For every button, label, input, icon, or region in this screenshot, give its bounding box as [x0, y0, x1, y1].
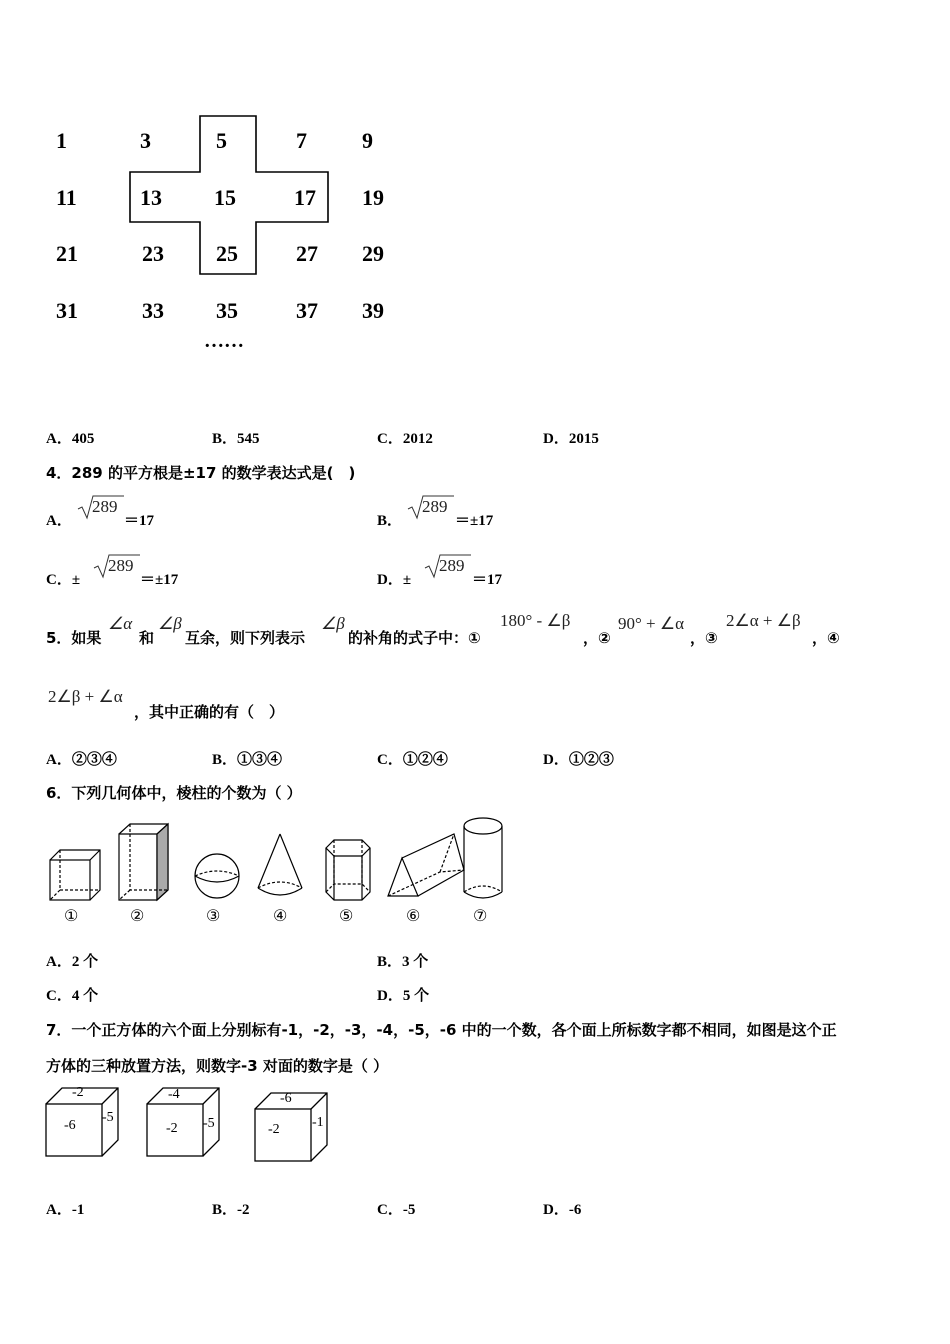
q5-text: ，④ — [812, 629, 840, 647]
q3-option-a[interactable]: A．405 — [46, 431, 95, 447]
triangular-prism-solid — [388, 834, 464, 896]
cube-face-side: -5 — [102, 1110, 114, 1125]
grid-cell: 31 — [56, 298, 78, 323]
solid-label: ⑥ — [406, 908, 421, 925]
cube-face-top: -6 — [280, 1091, 292, 1106]
solid-label: ② — [130, 908, 145, 925]
q4-option-a-label: A． — [46, 513, 72, 529]
q5-angle-beta: ∠β — [321, 614, 345, 633]
sphere-solid — [195, 854, 239, 898]
q6-option-d[interactable]: D．5 个 — [377, 988, 430, 1004]
q7-option-c[interactable]: C．-5 — [377, 1202, 416, 1218]
solid-label: ③ — [206, 908, 221, 925]
cube-face-top: -2 — [72, 1085, 84, 1100]
grid-cell: 25 — [216, 241, 238, 266]
q5-text: ，其中正确的有（ ） — [134, 703, 285, 721]
grid-cell: 17 — [294, 185, 316, 210]
q5-option-c[interactable]: C．①②④ — [377, 752, 448, 768]
q6-option-c[interactable]: C．4 个 — [46, 988, 99, 1004]
q4-option-c-tail: ＝±17 — [140, 572, 179, 588]
grid-cell: 33 — [142, 298, 164, 323]
grid-cell: 27 — [296, 241, 318, 266]
q7-option-d[interactable]: D．-6 — [543, 1202, 582, 1218]
rectangular-prism-solid — [119, 824, 168, 900]
q6-option-a[interactable]: A．2 个 — [46, 954, 99, 970]
q3-option-d[interactable]: D．2015 — [543, 431, 599, 447]
q4-option-a-tail: ＝17 — [124, 513, 155, 529]
grid-cell: 19 — [362, 185, 384, 210]
grid-cell: 11 — [56, 185, 77, 210]
grid-cell: 9 — [362, 128, 373, 153]
grid-ellipsis: …… — [204, 330, 244, 352]
q5-text: 和 — [139, 629, 155, 647]
q5-option-b[interactable]: B．①③④ — [212, 752, 283, 768]
q4-option-b-radicand: 289 — [422, 497, 448, 516]
q5-expr-4: 2∠β + ∠α — [48, 687, 123, 706]
grid-cell: 5 — [216, 128, 227, 153]
grid-cell: 7 — [296, 128, 307, 153]
cylinder-solid — [464, 818, 502, 898]
grid-cell: 21 — [56, 241, 78, 266]
q3-option-c[interactable]: C．2012 — [377, 431, 433, 447]
grid-cell: 13 — [140, 185, 162, 210]
q4-option-c-label: C．± — [46, 572, 81, 588]
q4-option-b-label: B． — [377, 513, 403, 529]
cube-face-top: -4 — [168, 1087, 180, 1102]
grid-cell: 35 — [216, 298, 238, 323]
solid-label: ⑤ — [339, 908, 354, 925]
cubes-figure — [40, 1082, 340, 1164]
grid-cell: 3 — [140, 128, 151, 153]
q5-text: 的补角的式子中：① — [348, 629, 481, 647]
cube-face-front: -2 — [268, 1122, 280, 1137]
q3-option-b[interactable]: B．545 — [212, 431, 260, 447]
grid-cell: 39 — [362, 298, 384, 323]
q5-expr-3: 2∠α + ∠β — [726, 611, 801, 630]
q5-angle-beta: ∠β — [158, 614, 182, 633]
q7-option-a[interactable]: A．-1 — [46, 1202, 85, 1218]
q5-option-d[interactable]: D．①②③ — [543, 752, 614, 768]
q7-stem-line1: 7．一个正方体的六个面上分别标有-1，-2，-3，-4，-5，-6 中的一个数，各个面上所标数字都不相同，如图是这个正 — [46, 1021, 837, 1039]
q6-stem: 6．下列几何体中，棱柱的个数为（ ） — [46, 784, 302, 802]
q4-option-b-tail: ＝±17 — [455, 513, 494, 529]
grid-cell: 29 — [362, 241, 384, 266]
q4-option-d-tail: ＝17 — [472, 572, 503, 588]
q6-option-b[interactable]: B．3 个 — [377, 954, 429, 970]
q7-option-b[interactable]: B．-2 — [212, 1202, 250, 1218]
q5-option-a[interactable]: A．②③④ — [46, 752, 117, 768]
q4-option-d-radicand: 289 — [439, 556, 465, 575]
grid-cell: 1 — [56, 128, 67, 153]
cube-face-front: -2 — [166, 1121, 178, 1136]
q5-text: ，③ — [690, 629, 718, 647]
q4-option-a-radicand: 289 — [92, 497, 118, 516]
grid-cell: 15 — [214, 185, 236, 210]
cone-solid — [258, 834, 302, 895]
hexagonal-prism-solid — [326, 840, 370, 900]
grid-cell: 37 — [296, 298, 318, 323]
q5-text: 5．如果 — [46, 629, 102, 647]
q4-option-d-label: D．± — [377, 572, 412, 588]
cube-face-side: -5 — [203, 1116, 215, 1131]
solid-label: ④ — [273, 908, 288, 925]
grid-cell: 23 — [142, 241, 164, 266]
q5-expr-2: 90° + ∠α — [618, 614, 685, 633]
q5-expr-1: 180° - ∠β — [500, 611, 571, 630]
solid-label: ⑦ — [473, 908, 488, 925]
q4-option-c-radicand: 289 — [108, 556, 134, 575]
q5-text: 互余，则下列表示 — [185, 629, 306, 647]
q4-stem: 4．289 的平方根是±17 的数学表达式是( ) — [46, 464, 356, 482]
cube-face-side: -1 — [312, 1115, 324, 1130]
cube-face-front: -6 — [64, 1118, 76, 1133]
q5-angle-alpha: ∠α — [108, 614, 133, 633]
q5-text: ，② — [583, 629, 611, 647]
q7-stem-line2: 方体的三种放置方法，则数字-3 对面的数字是（ ） — [46, 1057, 389, 1075]
solid-label: ① — [64, 908, 79, 925]
cube-solid — [50, 850, 100, 900]
